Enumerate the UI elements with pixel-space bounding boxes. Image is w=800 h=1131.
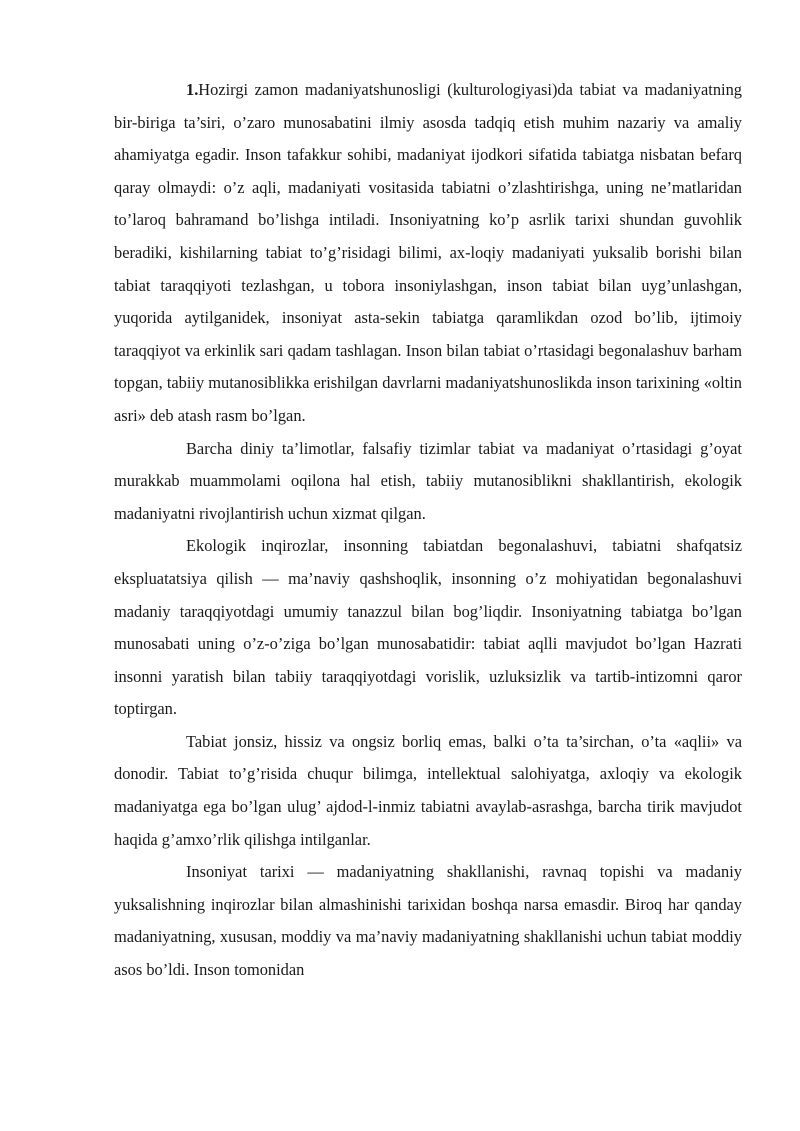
document-body xyxy=(114,74,742,987)
paragraph-2 xyxy=(114,433,742,531)
paragraph-5 xyxy=(114,856,742,986)
paragraph-text: Ekologik inqirozlar, insonning tabiatdan begonalashuvi, tabiatni shafqatsiz ekspluatatsiya qilish — ma’naviy qashshoqlik, insonning o’z mohiyatidan begonalashuvi madaniy taraqqiyotdagi umumiy tanazzul bilan bog’liqdir. Insoniyatning tabiatga bo’lgan munosabati uning o’z-o’ziga bo’lgan munosabatidir: tabiat aqlli mavjudot bo’lgan Hazrati insonni yaratish bilan tabiiy taraqqiyotdagi vorislik, uzluksizlik va tartib-intizomni qaror toptirgan. xyxy=(114,536,742,719)
paragraph-text: Tabiat jonsiz, hissiz va ongsiz borliq emas, balki o’ta ta’sirchan, o’ta «aqlii» va donodir. Tabiat to’g’risida chuqur bilimga, intellektual salohiyatga, axloqiy va ekologik madaniyatga ega bo’lgan ulug’ ajdod-l-inmiz tabiatni avaylab-asrashga, barcha tirik mavjudot haqida g’amxo’rlik qilishga intilganlar. xyxy=(114,731,742,849)
paragraph-number: 1. xyxy=(186,80,199,99)
paragraph-1 xyxy=(114,74,742,433)
paragraph-text: Hozirgi zamon madaniyatshunosligi (kulturologiyasi)da tabiat va madaniyatning bir-biriga ta’siri, o’zaro munosabatini ilmiy asosda tadqiq etish muhim nazariy va amaliy ahamiyatga egadir. Inson tafakkur sohibi, madaniyat ijodkori sifatida tabiatga nisbatan befarq qaray olmaydi: o’z aqli, madaniyati vositasida tabiatni o’zlashtirishga, uning ne’matlaridan to’laroq bahramand bo’lishga intiladi. Insoniyatning ko’p asrlik tarixi shundan guvohlik beradiki, kishilarning tabiat to’g’risidagi bilimi, ax-loqiy madaniyati yuksalib borishi bilan tabiat taraqqiyoti tezlashgan, u tobora insoniylashgan, inson tabiat bilan uyg’unlashgan, yuqorida aytilganidek, insoniyat asta-sekin tabiatga qaramlikdan ozod bo’lib, ijtimoiy taraqqiyot va erkinlik sari qadam tashlagan. Inson bilan tabiat o’rtasidagi begonalashuv barham topgan, tabiiy mutanosiblikka erishilgan davrlarni madaniyatshunoslikda inson tarixining «oltin asri» deb atash rasm bo’lgan. xyxy=(114,80,742,425)
paragraph-text: Insoniyat tarixi — madaniyatning shakllanishi, ravnaq topishi va madaniy yuksalishning inqirozlar bilan almashinishi tarixidan boshqa narsa emasdir. Biroq har qanday madaniyatning, xususan, moddiy va ma’naviy madaniyatning shakllanishi uchun tabiat moddiy asos bo’ldi. Inson tomonidan xyxy=(114,862,742,980)
paragraph-text: Barcha diniy ta’limotlar, falsafiy tizimlar tabiat va madaniyat o’rtasidagi g’oyat murakkab muammolami oqilona hal etish, tabiiy mutanosiblikni shakllantirish, ekologik madaniyatni rivojlantirish uchun xizmat qilgan. xyxy=(114,438,742,523)
paragraph-4 xyxy=(114,726,742,856)
paragraph-3 xyxy=(114,530,742,726)
